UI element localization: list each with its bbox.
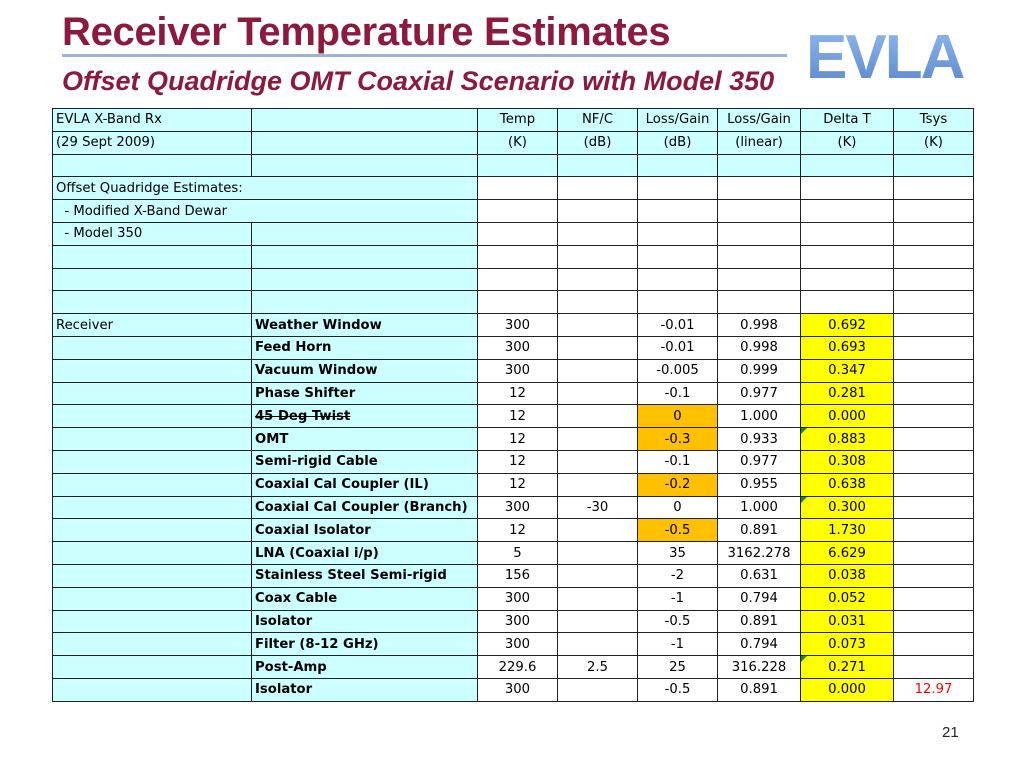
loss-linear-cell: 0.891: [718, 678, 801, 701]
tsys-cell: [894, 428, 974, 451]
blank-cell: [801, 177, 894, 200]
blank-row: [53, 245, 974, 268]
nf-cell: -30: [558, 496, 638, 519]
header-cell: (linear): [718, 131, 801, 154]
blank-cell: [801, 154, 894, 177]
delta-t-cell: 0.000: [801, 405, 894, 428]
tsys-cell: [894, 564, 974, 587]
component-name: Filter (8-12 GHz): [252, 633, 478, 656]
loss-db-cell: -0.5: [638, 610, 718, 633]
blank-cell: [53, 405, 252, 428]
component-name: OMT: [252, 428, 478, 451]
blank-cell: [252, 245, 478, 268]
slide-title: Receiver Temperature Estimates: [62, 10, 671, 54]
blank-cell: [53, 519, 252, 542]
temp-cell: 300: [478, 336, 558, 359]
nf-cell: [558, 382, 638, 405]
blank-cell: [558, 245, 638, 268]
tsys-cell: [894, 382, 974, 405]
blank-row: [53, 291, 974, 314]
blank-cell: [638, 222, 718, 245]
component-row: [53, 428, 974, 451]
loss-db-cell: 35: [638, 542, 718, 565]
note-cell: - Model 350: [53, 222, 252, 245]
blank-cell: [53, 473, 252, 496]
blank-cell: [252, 222, 478, 245]
delta-t-cell: 0.271: [801, 656, 894, 679]
blank-cell: [801, 268, 894, 291]
component-name: Stainless Steel Semi-rigid: [252, 564, 478, 587]
tsys-cell: [894, 633, 974, 656]
nf-cell: [558, 428, 638, 451]
temperature-table: [52, 108, 974, 702]
header-cell: (K): [894, 131, 974, 154]
nf-cell: [558, 450, 638, 473]
nf-cell: [558, 633, 638, 656]
blank-cell: [638, 177, 718, 200]
component-name: Post-Amp: [252, 656, 478, 679]
blank-cell: [478, 291, 558, 314]
component-name: Vacuum Window: [252, 359, 478, 382]
blank-cell: [638, 200, 718, 223]
loss-db-cell: 25: [638, 656, 718, 679]
component-row: [53, 405, 974, 428]
loss-linear-cell: 0.891: [718, 610, 801, 633]
nf-cell: [558, 610, 638, 633]
blank-cell: [558, 177, 638, 200]
tsys-cell: [894, 656, 974, 679]
delta-t-cell: 0.693: [801, 336, 894, 359]
blank-cell: [718, 268, 801, 291]
blank-cell: [53, 678, 252, 701]
header-cell: (K): [801, 131, 894, 154]
tsys-cell: [894, 314, 974, 337]
loss-linear-cell: 0.999: [718, 359, 801, 382]
temp-cell: 12: [478, 428, 558, 451]
slide-subtitle: Offset Quadridge OMT Coaxial Scenario with Model 350: [62, 66, 775, 96]
tsys-cell: 12.97: [894, 678, 974, 701]
blank-cell: [252, 268, 478, 291]
component-row: [53, 496, 974, 519]
component-name: Feed Horn: [252, 336, 478, 359]
blank-cell: [894, 222, 974, 245]
temp-cell: 300: [478, 359, 558, 382]
delta-t-cell: 0.300: [801, 496, 894, 519]
loss-db-cell: 0: [638, 496, 718, 519]
header-cell: NF/C: [558, 109, 638, 132]
nf-cell: [558, 678, 638, 701]
note-cell: Offset Quadridge Estimates:: [53, 177, 478, 200]
loss-linear-cell: 0.891: [718, 519, 801, 542]
tsys-cell: [894, 542, 974, 565]
delta-t-cell: 0.052: [801, 587, 894, 610]
delta-t-cell: 0.638: [801, 473, 894, 496]
delta-t-cell: 0.692: [801, 314, 894, 337]
component-name: Semi-rigid Cable: [252, 450, 478, 473]
tsys-cell: [894, 496, 974, 519]
header-cell: [252, 109, 478, 132]
blank-cell: [894, 268, 974, 291]
nf-cell: [558, 336, 638, 359]
blank-cell: [638, 154, 718, 177]
delta-t-cell: 0.038: [801, 564, 894, 587]
component-name: Weather Window: [252, 314, 478, 337]
blank-cell: [53, 542, 252, 565]
component-name: Coaxial Cal Coupler (Branch): [252, 496, 478, 519]
blank-cell: [718, 154, 801, 177]
component-name: Phase Shifter: [252, 382, 478, 405]
header-cell: [252, 131, 478, 154]
nf-cell: [558, 519, 638, 542]
tsys-cell: [894, 405, 974, 428]
delta-t-cell: 0.031: [801, 610, 894, 633]
nf-cell: [558, 473, 638, 496]
blank-cell: [53, 428, 252, 451]
loss-linear-cell: 0.998: [718, 336, 801, 359]
tsys-cell: [894, 587, 974, 610]
blank-cell: [718, 245, 801, 268]
delta-t-cell: 0.000: [801, 678, 894, 701]
tsys-cell: [894, 519, 974, 542]
component-row: [53, 610, 974, 633]
delta-t-cell: 0.347: [801, 359, 894, 382]
component-row: [53, 656, 974, 679]
component-row: [53, 678, 974, 701]
component-row: [53, 633, 974, 656]
header-cell: Temp: [478, 109, 558, 132]
nf-cell: [558, 564, 638, 587]
tsys-cell: [894, 359, 974, 382]
delta-t-cell: 1.730: [801, 519, 894, 542]
header-cell: Loss/Gain: [638, 109, 718, 132]
header-cell: (K): [478, 131, 558, 154]
blank-cell: [478, 154, 558, 177]
loss-db-cell: -1: [638, 633, 718, 656]
blank-cell: [718, 200, 801, 223]
nf-cell: [558, 405, 638, 428]
blank-cell: [801, 245, 894, 268]
blank-cell: [638, 291, 718, 314]
loss-db-cell: -0.005: [638, 359, 718, 382]
loss-linear-cell: 0.794: [718, 633, 801, 656]
component-row: [53, 314, 974, 337]
blank-cell: [801, 200, 894, 223]
blank-cell: [801, 291, 894, 314]
component-name: Coax Cable: [252, 587, 478, 610]
delta-t-cell: 0.281: [801, 382, 894, 405]
temp-cell: 300: [478, 610, 558, 633]
temp-cell: 229.6: [478, 656, 558, 679]
loss-linear-cell: 0.933: [718, 428, 801, 451]
header-cell: Loss/Gain: [718, 109, 801, 132]
loss-db-cell: 0: [638, 405, 718, 428]
header-cell: EVLA X-Band Rx: [53, 109, 252, 132]
temp-cell: 12: [478, 519, 558, 542]
blank-cell: [53, 656, 252, 679]
header-cell: (dB): [558, 131, 638, 154]
loss-linear-cell: 3162.278: [718, 542, 801, 565]
logo-text: EVLA: [806, 23, 964, 90]
header-cell: Delta T: [801, 109, 894, 132]
tsys-cell: [894, 610, 974, 633]
blank-cell: [478, 222, 558, 245]
blank-cell: [894, 177, 974, 200]
blank-cell: [558, 268, 638, 291]
component-row: [53, 382, 974, 405]
loss-linear-cell: 0.631: [718, 564, 801, 587]
loss-db-cell: -0.01: [638, 314, 718, 337]
blank-cell: [252, 154, 478, 177]
blank-cell: [53, 496, 252, 519]
temp-cell: 300: [478, 678, 558, 701]
component-name: Isolator: [252, 610, 478, 633]
component-row: [53, 359, 974, 382]
blank-row: [53, 154, 974, 177]
blank-cell: [53, 291, 252, 314]
loss-linear-cell: 1.000: [718, 405, 801, 428]
tsys-cell: [894, 473, 974, 496]
component-row: [53, 473, 974, 496]
blank-cell: [718, 177, 801, 200]
component-name: 45 Deg Twist: [252, 405, 478, 428]
temp-cell: 300: [478, 314, 558, 337]
blank-cell: [478, 245, 558, 268]
loss-db-cell: -2: [638, 564, 718, 587]
loss-db-cell: -0.2: [638, 473, 718, 496]
note-row: [53, 222, 974, 245]
blank-cell: [478, 268, 558, 291]
delta-t-cell: 0.883: [801, 428, 894, 451]
blank-cell: [801, 222, 894, 245]
temp-cell: 12: [478, 450, 558, 473]
delta-t-cell: 0.073: [801, 633, 894, 656]
loss-db-cell: -0.5: [638, 678, 718, 701]
blank-cell: [252, 291, 478, 314]
blank-cell: [53, 154, 252, 177]
blank-cell: [894, 245, 974, 268]
loss-db-cell: -0.1: [638, 450, 718, 473]
table-body: [53, 109, 974, 702]
blank-cell: [53, 633, 252, 656]
blank-cell: [53, 359, 252, 382]
component-row: [53, 450, 974, 473]
blank-cell: [558, 222, 638, 245]
tsys-cell: [894, 336, 974, 359]
loss-linear-cell: 0.998: [718, 314, 801, 337]
blank-row: [53, 268, 974, 291]
delta-t-cell: 0.308: [801, 450, 894, 473]
blank-cell: [894, 291, 974, 314]
nf-cell: [558, 587, 638, 610]
blank-cell: [638, 245, 718, 268]
temp-cell: 12: [478, 405, 558, 428]
component-row: [53, 542, 974, 565]
component-row: [53, 519, 974, 542]
loss-db-cell: -0.5: [638, 519, 718, 542]
loss-db-cell: -0.01: [638, 336, 718, 359]
blank-cell: [558, 200, 638, 223]
blank-cell: [53, 382, 252, 405]
blank-cell: [53, 564, 252, 587]
blank-cell: [53, 268, 252, 291]
header-cell: Tsys: [894, 109, 974, 132]
loss-db-cell: -0.1: [638, 382, 718, 405]
component-row: [53, 564, 974, 587]
evla-logo: [800, 18, 980, 90]
header-cell: (dB): [638, 131, 718, 154]
header-cell: (29 Sept 2009): [53, 131, 252, 154]
blank-cell: [558, 291, 638, 314]
component-row: [53, 336, 974, 359]
component-name: LNA (Coaxial i/p): [252, 542, 478, 565]
nf-cell: [558, 314, 638, 337]
loss-db-cell: -0.3: [638, 428, 718, 451]
blank-cell: [478, 177, 558, 200]
note-row: [53, 200, 974, 223]
nf-cell: [558, 542, 638, 565]
blank-cell: [894, 200, 974, 223]
loss-linear-cell: 0.955: [718, 473, 801, 496]
blank-cell: [638, 268, 718, 291]
blank-cell: [53, 450, 252, 473]
title-underline: [62, 54, 787, 57]
blank-cell: [53, 245, 252, 268]
blank-cell: [718, 291, 801, 314]
tsys-cell: [894, 450, 974, 473]
blank-cell: [718, 222, 801, 245]
blank-cell: [894, 154, 974, 177]
loss-linear-cell: 1.000: [718, 496, 801, 519]
component-name: Coaxial Cal Coupler (IL): [252, 473, 478, 496]
component-row: [53, 587, 974, 610]
blank-cell: [53, 587, 252, 610]
blank-cell: [53, 336, 252, 359]
temp-cell: 5: [478, 542, 558, 565]
nf-cell: 2.5: [558, 656, 638, 679]
header-row: [53, 109, 974, 132]
loss-db-cell: -1: [638, 587, 718, 610]
blank-cell: [558, 154, 638, 177]
note-row: [53, 177, 974, 200]
page-number: 21: [942, 724, 959, 741]
note-cell: - Modified X-Band Dewar: [53, 200, 478, 223]
temp-cell: 12: [478, 382, 558, 405]
nf-cell: [558, 359, 638, 382]
loss-linear-cell: 0.794: [718, 587, 801, 610]
temp-cell: 300: [478, 587, 558, 610]
loss-linear-cell: 0.977: [718, 450, 801, 473]
delta-t-cell: 6.629: [801, 542, 894, 565]
section-label: Receiver: [53, 314, 252, 337]
component-name: Coaxial Isolator: [252, 519, 478, 542]
loss-linear-cell: 316.228: [718, 656, 801, 679]
temp-cell: 156: [478, 564, 558, 587]
loss-linear-cell: 0.977: [718, 382, 801, 405]
temp-cell: 300: [478, 496, 558, 519]
temp-cell: 300: [478, 633, 558, 656]
blank-cell: [53, 610, 252, 633]
temp-cell: 12: [478, 473, 558, 496]
header-row: [53, 131, 974, 154]
blank-cell: [478, 200, 558, 223]
component-name: Isolator: [252, 678, 478, 701]
